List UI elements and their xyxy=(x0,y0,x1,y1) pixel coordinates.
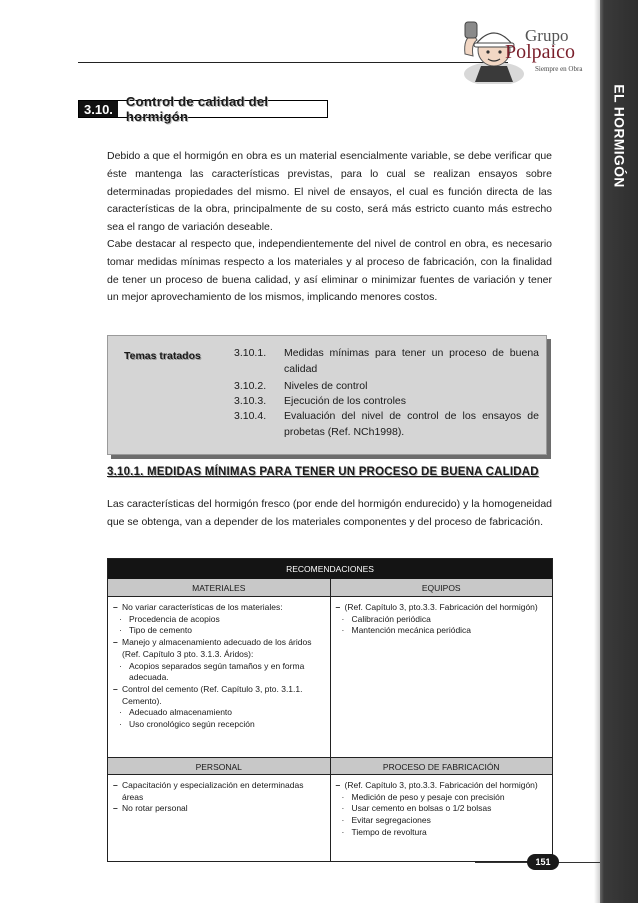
sub-item-text: Acopios separados según tamaños y en forma adecuada. xyxy=(129,660,305,683)
sub-item-text: Medición de peso y pesaje con precisión xyxy=(351,791,505,802)
logo-polpaico: Polpaico xyxy=(505,41,575,63)
equipos-cell xyxy=(331,597,553,757)
page-number: 151 xyxy=(527,854,559,870)
table-row-materiales-equipos xyxy=(108,597,552,757)
sub-item-text: Tiempo de revoltura xyxy=(351,826,427,837)
materiales-cell xyxy=(108,597,331,757)
recommendation-text: Control del cemento (Ref. Capítulo 3, pto. 3.1.1. Cemento). xyxy=(122,683,303,706)
sub-item-text: Procedencia de acopios xyxy=(129,613,220,624)
recommendations-table xyxy=(107,558,553,862)
sub-item-text: Adecuado almacenamiento xyxy=(129,707,233,718)
sidebar-label-text: EL HORMIGÓN xyxy=(612,84,629,188)
dot-bullet: · xyxy=(341,613,345,624)
topic-number: 3.10.4. xyxy=(234,410,267,422)
topic-item xyxy=(234,379,539,395)
table-title: RECOMENDACIONES xyxy=(108,559,552,579)
sub-item xyxy=(336,792,548,804)
sub-item xyxy=(336,827,548,839)
topics-title: Temas tratados xyxy=(124,350,201,362)
dot-bullet: · xyxy=(119,660,122,671)
recommendation-text: No rotar personal xyxy=(122,803,188,814)
logo-grupo: Grupo xyxy=(525,26,569,45)
recommendation-item xyxy=(113,602,325,614)
table-header-row xyxy=(108,757,552,775)
table-header-row xyxy=(108,579,552,597)
sub-item-text: Usar cemento en bolsas o 1/2 bolsas xyxy=(351,803,492,814)
topics-box xyxy=(107,335,547,455)
polpaico-logo xyxy=(447,12,587,82)
page-number-tab xyxy=(475,848,600,876)
dash-bullet: – xyxy=(113,803,118,814)
dot-bullet: · xyxy=(341,625,345,636)
topic-text: Evaluación del nivel de control de los ensayos de probetas (Ref. NCh1998). xyxy=(284,410,539,438)
personal-cell xyxy=(108,775,331,861)
dash-bullet: – xyxy=(113,780,118,790)
topic-number: 3.10.3. xyxy=(234,395,267,407)
dot-bullet: · xyxy=(341,791,345,802)
topic-text: Ejecución de los controles xyxy=(284,395,406,407)
recommendation-text: Capacitación y especialización en determinadas áreas xyxy=(122,780,304,802)
subsection-title: 3.10.1. MEDIDAS MÍNIMAS PARA TENER UN PROCESO DE BUENA CALIDAD xyxy=(107,466,539,478)
dot-bullet: · xyxy=(341,815,345,826)
header-equipos: EQUIPOS xyxy=(421,583,461,593)
dot-bullet: · xyxy=(119,719,122,730)
topic-number: 3.10.2. xyxy=(234,380,267,392)
dot-bullet: · xyxy=(341,803,345,814)
intro-paragraph-1: Debido a que el hormigón en obra es un material esencialmente variable, se debe verificar que éste mantenga las características previstas, para lo cual se realizan ensayos sobre determinadas propiedades del mismo. El nivel de ensayos, el cual es función directa de las características de la obra, principalmente de su costo, será más estricto cuanto más estrecho sea el rango de variación deseable. xyxy=(107,150,552,234)
header-materiales: MATERIALES xyxy=(108,579,331,596)
sub-item xyxy=(113,625,325,637)
sub-item xyxy=(113,661,325,684)
recommendation-item xyxy=(113,803,325,815)
dot-bullet: · xyxy=(119,707,122,718)
section-heading xyxy=(78,94,328,124)
recommendation-item xyxy=(113,780,325,803)
sub-item xyxy=(336,625,548,637)
sub-item-text: Tipo de cemento xyxy=(129,625,192,636)
recommendation-item xyxy=(113,637,325,660)
topic-text: Medidas mínimas para tener un proceso de buena calidad xyxy=(284,347,539,375)
dash-bullet: – xyxy=(335,602,341,612)
dash-bullet: – xyxy=(113,683,118,694)
topic-item xyxy=(234,394,539,410)
recommendation-text: (Ref. Capítulo 3, pto.3.3. Fabricación del hormigón) xyxy=(344,602,538,612)
dash-bullet: – xyxy=(113,637,118,648)
sub-item-text: Calibración periódica xyxy=(351,613,431,624)
sub-item xyxy=(113,707,325,719)
topic-item xyxy=(234,346,539,377)
sub-item xyxy=(113,719,325,731)
subsection-paragraph: Las características del hormigón fresco (por ende del hormigón endurecido) y la homogeneidad que se obtenga, van a depender de los materiales componentes y del proceso de fabricación. xyxy=(107,498,552,528)
dot-bullet: · xyxy=(119,613,122,624)
dot-bullet: · xyxy=(341,826,345,837)
intro-paragraph-2: Cabe destacar al respecto que, independientemente del nivel de control en obra, es necesario tomar medidas mínimas respecto a los materiales y al proceso de fabricación, con la finalidad de tener un proceso de buena calidad, y así eliminar o minimizar fuentes de variación y tener un mejor aprovechamiento de los mismos, implicando menores costos. xyxy=(107,238,552,304)
dash-bullet: – xyxy=(113,602,118,612)
topic-number: 3.10.1. xyxy=(234,347,267,359)
sub-item xyxy=(336,803,548,815)
section-title: Control de calidad del hormigón xyxy=(125,94,269,124)
sub-item-text: Evitar segregaciones xyxy=(351,815,431,826)
logo-tagline: Siempre en Obra xyxy=(535,65,583,73)
topic-item xyxy=(234,409,539,440)
dash-bullet: – xyxy=(335,780,341,790)
sidebar-label xyxy=(608,76,632,196)
sub-item xyxy=(336,614,548,626)
recommendation-item xyxy=(113,684,325,707)
sub-item-text: Mantención mecánica periódica xyxy=(351,625,472,636)
recommendation-item xyxy=(336,602,548,614)
sub-item xyxy=(336,815,548,827)
dot-bullet: · xyxy=(119,625,122,636)
recommendation-text: (Ref. Capítulo 3, pto.3.3. Fabricación del hormigón) xyxy=(344,780,538,790)
sub-item xyxy=(113,614,325,626)
header-personal: PERSONAL xyxy=(108,758,331,774)
section-number: 3.10. xyxy=(79,101,118,117)
header-rule xyxy=(78,62,508,63)
sub-item-text: Uso cronológico según recepción xyxy=(129,719,255,730)
recommendation-text: No variar características de los materiales: xyxy=(122,602,283,612)
recommendation-text: Manejo y almacenamiento adecuado de los áridos (Ref. Capítulo 3 pto. 3.1.3. Áridos): xyxy=(122,637,312,659)
recommendation-item xyxy=(336,780,548,792)
topic-text: Niveles de control xyxy=(284,380,368,392)
header-proceso: PROCESO DE FABRICACIÓN xyxy=(382,762,500,772)
